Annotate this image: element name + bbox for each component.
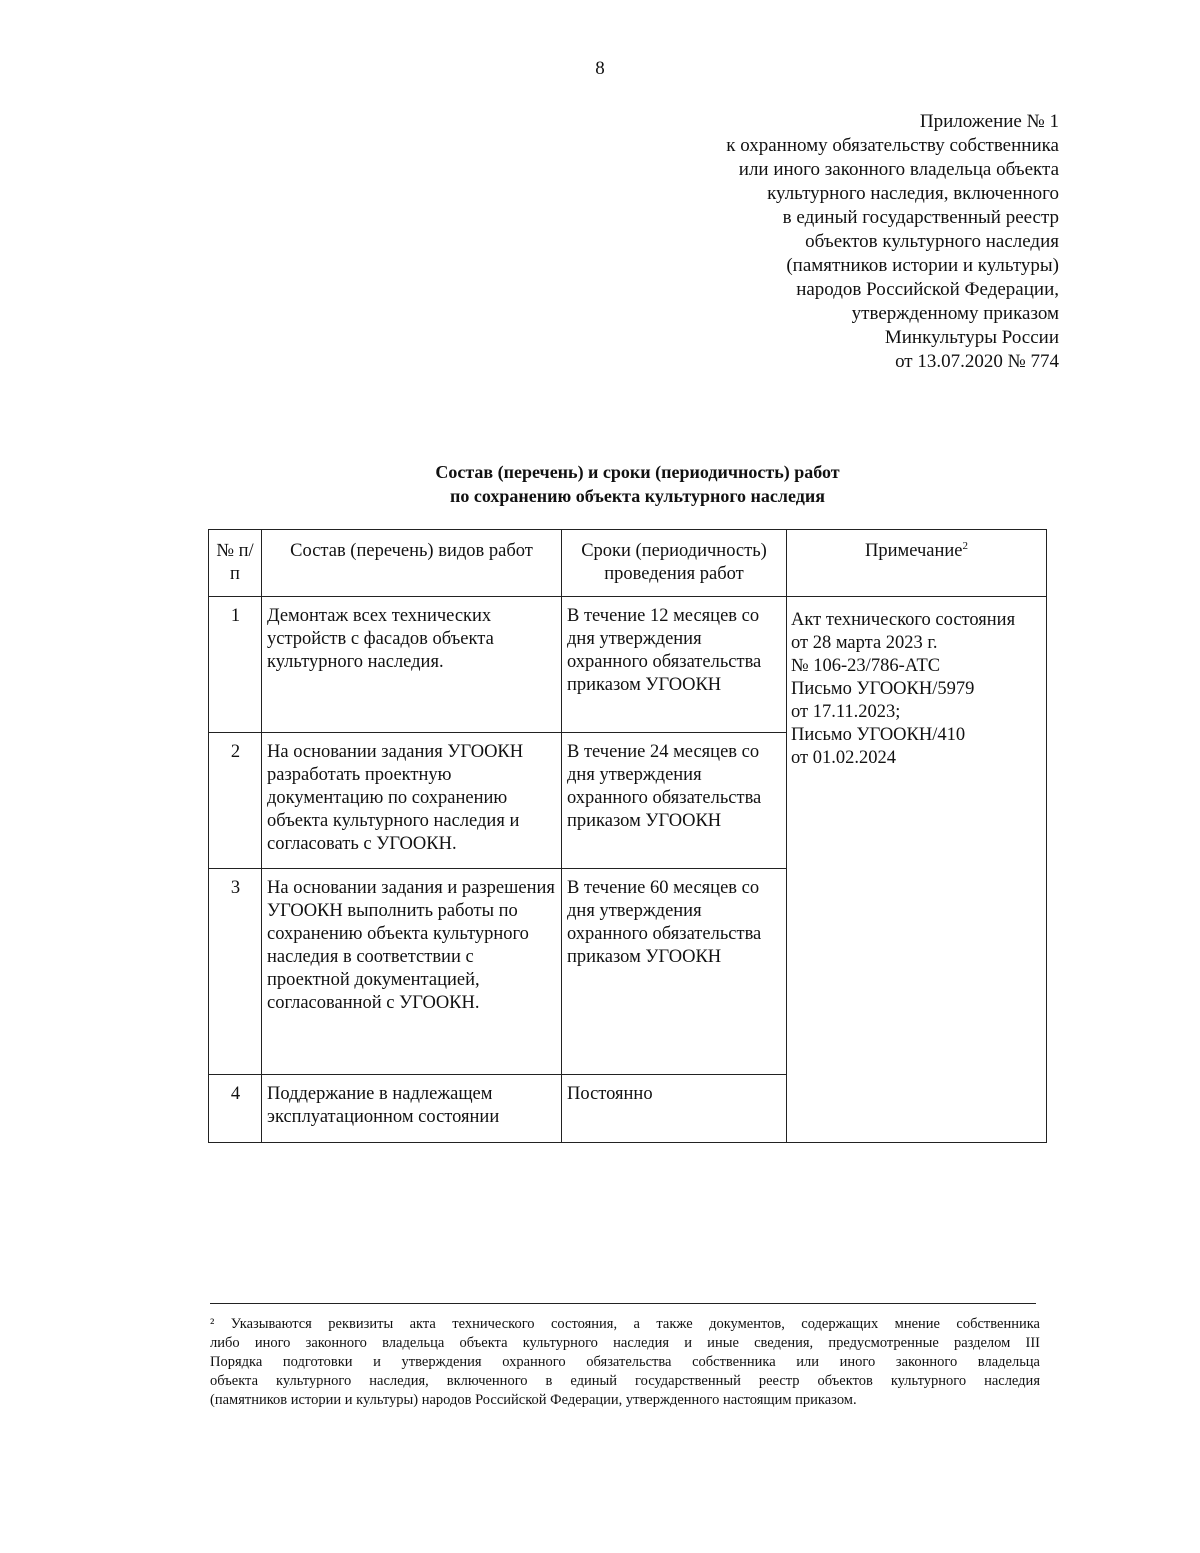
footnote-line: Порядка подготовки и утверждения охранного обязательства собственника или иного законного владельца [210, 1354, 1040, 1370]
title-line-1: Состав (перечень) и сроки (периодичность) работ [435, 462, 840, 482]
header-terms: Сроки (периодичность) проведения работ [562, 530, 787, 597]
footnote-line: объекта культурного наследия, включенного в единый государственный реестр объектов культурного наследия [210, 1373, 1040, 1389]
header-works: Состав (перечень) видов работ [262, 530, 562, 597]
row-works: Демонтаж всех технических устройств с фасадов объекта культурного наследия. [262, 597, 562, 733]
row-terms: Постоянно [562, 1075, 787, 1143]
header-num: № п/п [209, 530, 262, 597]
works-table [208, 529, 1047, 1143]
appendix-line: или иного законного владельца объекта [738, 159, 1059, 180]
note-line: от 28 марта 2023 г. [791, 633, 938, 653]
appendix-line: объектов культурного наследия [805, 231, 1059, 252]
header-note-label: Примечание [865, 541, 963, 561]
row-num: 2 [209, 733, 262, 869]
appendix-line: народов Российской Федерации, [796, 279, 1059, 300]
footnote-line: (памятников истории и культуры) народов Российской Федерации, утвержденного настоящим приказом. [210, 1392, 857, 1408]
document-title [0, 460, 1200, 508]
note-line: Письмо УГООКН/410 [791, 725, 966, 745]
footnote-line: ² Указываются реквизиты акта технического состояния, а также документов, содержащих мнение собственника [210, 1316, 1040, 1332]
table-row [209, 597, 1047, 733]
row-num: 1 [209, 597, 262, 733]
row-terms: В течение 60 месяцев со дня утверждения охранного обязательства приказом УГООКН [562, 869, 787, 1075]
note-line: № 106-23/786-АТС [791, 656, 941, 676]
appendix-line: от 13.07.2020 № 774 [895, 351, 1059, 372]
note-cell [787, 597, 1047, 1143]
footnote [210, 1315, 1040, 1410]
appendix-line: к охранному обязательству собственника [726, 135, 1059, 156]
appendix-block [726, 110, 1059, 374]
note-line: от 01.02.2024 [791, 748, 896, 768]
footnote-separator [210, 1303, 1036, 1304]
table-header-row [209, 530, 1047, 597]
appendix-line: Минкультуры России [884, 327, 1059, 348]
note-line: Акт технического состояния [791, 610, 1016, 630]
row-terms: В течение 12 месяцев со дня утверждения охранного обязательства приказом УГООКН [562, 597, 787, 733]
appendix-line: (памятников истории и культуры) [786, 255, 1059, 276]
row-terms: В течение 24 месяцев со дня утверждения охранного обязательства приказом УГООКН [562, 733, 787, 869]
row-num: 4 [209, 1075, 262, 1143]
row-works: На основании задания УГООКН разработать проектную документацию по сохранению объекта культурного наследия и согласовать с УГООКН. [262, 733, 562, 869]
footnote-line: либо иного законного владельца объекта культурного наследия и иные сведения, предусмотренные разделом III [210, 1335, 1040, 1351]
note-line: от 17.11.2023; [791, 702, 901, 722]
row-works: На основании задания и разрешения УГООКН выполнить работы по сохранению объекта культурного наследия в соответствии с проектной документацией, согласованной с УГООКН. [262, 869, 562, 1075]
note-line: Письмо УГООКН/5979 [791, 679, 975, 699]
appendix-line: утвержденному приказом [851, 303, 1059, 324]
footnote-ref: 2 [962, 539, 968, 552]
row-num: 3 [209, 869, 262, 1075]
appendix-line: Приложение № 1 [919, 111, 1059, 132]
title-line-2: по сохранению объекта культурного наследия [450, 486, 825, 506]
header-note [787, 530, 1047, 597]
page-number: 8 [595, 58, 605, 79]
appendix-line: культурного наследия, включенного [767, 183, 1059, 204]
row-works: Поддержание в надлежащем эксплуатационном состоянии [262, 1075, 562, 1143]
appendix-line: в единый государственный реестр [782, 207, 1059, 228]
